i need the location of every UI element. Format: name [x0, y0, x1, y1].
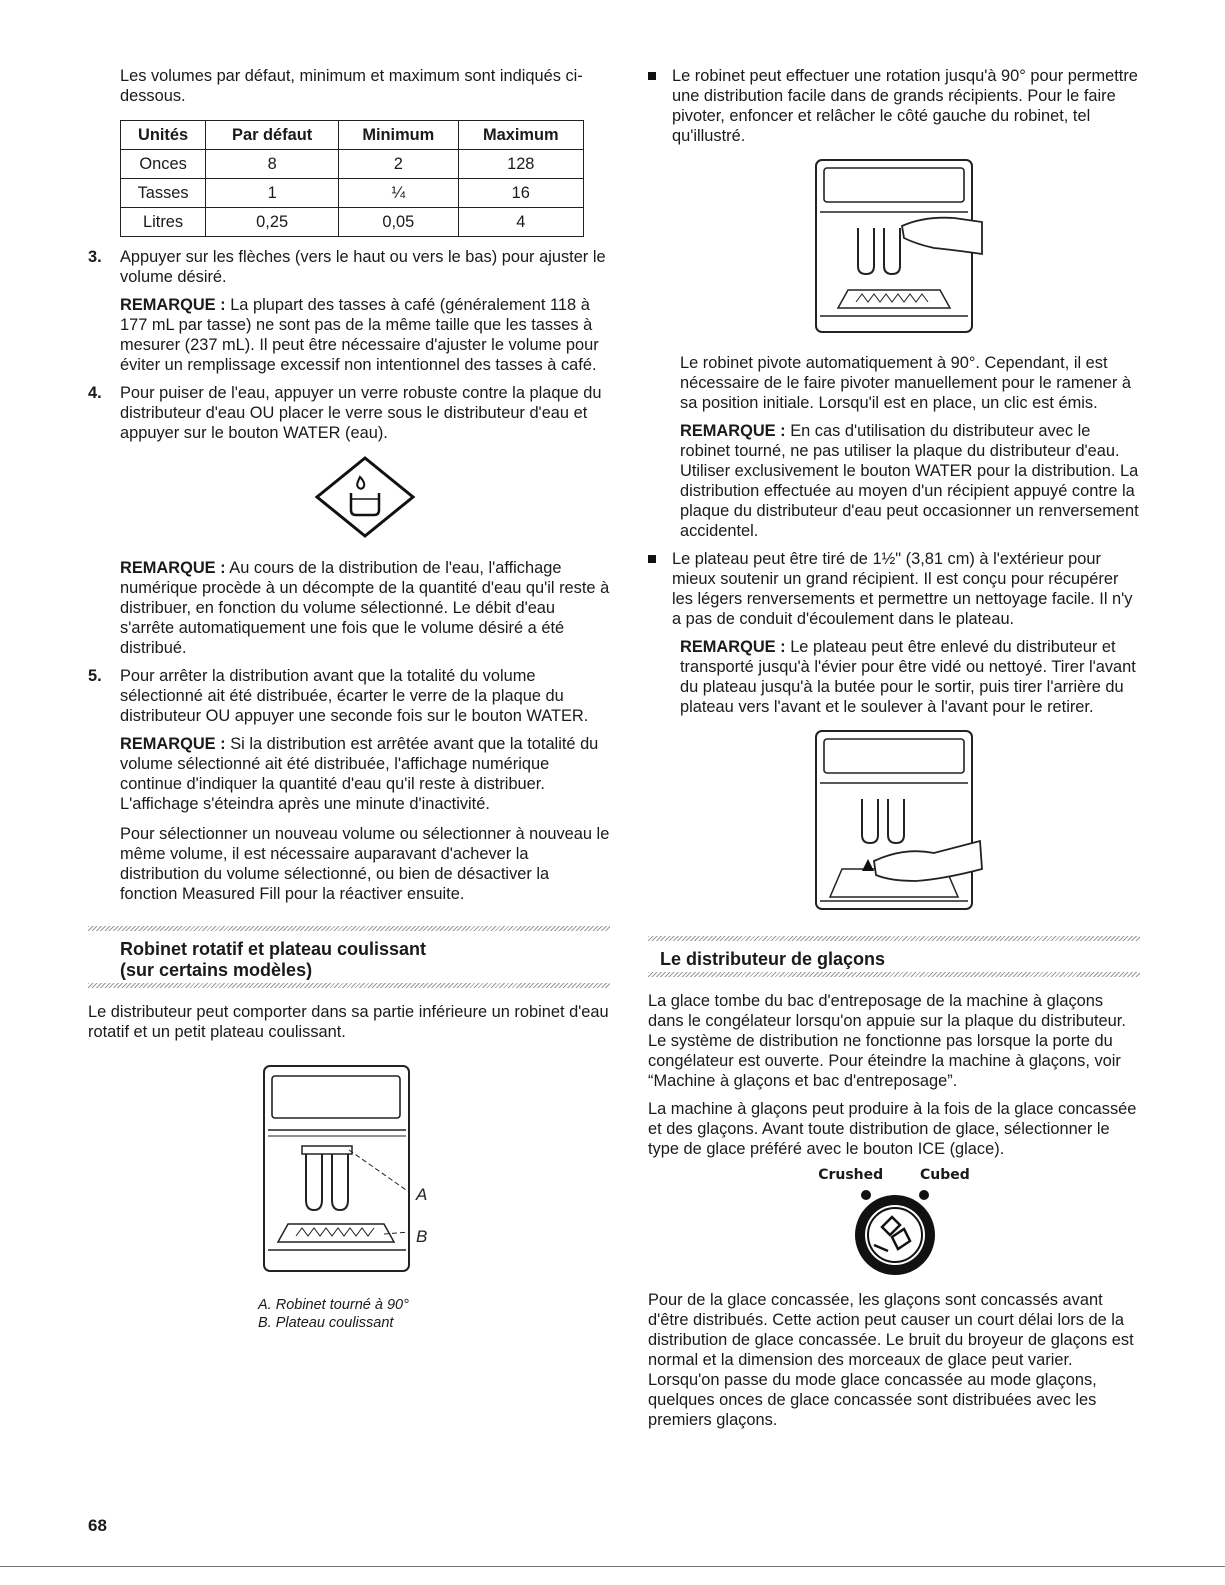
note-label: REMARQUE : [680, 422, 786, 440]
intro-text: Les volumes par défaut, minimum et maximum sont indiqués ci-dessous. [120, 67, 583, 105]
note-text: En cas d'utilisation du distributeur avec le robinet tourné, ne pas utiliser la plaque du distributeur d'eau. Utiliser exclusivement le bouton WATER pour la distribution. La distribution effectuée au moyen d'un récipient appuyé contre la plaque du distributeur d'eau peut occasionner un renversement accidentel. [680, 422, 1139, 540]
note-label: REMARQUE : [680, 638, 786, 656]
table-cell: ¼ [339, 179, 458, 208]
table-header: Unités [121, 121, 206, 150]
note-label: REMARQUE : [120, 559, 226, 577]
paragraph: Pour de la glace concassée, les glaçons sont concassés avant d'être distribués. Cette action peut causer un court délai lors de la distribution de glace concassée. Le bruit du broyeur de glaçons est normal et la dimension des morceaux de glace peut varier. Lorsqu'on passe du mode glace concassée au mode glaçons, quelques onces de glace concassée sont distribuées avec les premiers glaçons. [648, 1291, 1134, 1429]
volume-table [120, 120, 584, 237]
table-cell: 8 [206, 150, 339, 179]
table-row [121, 150, 584, 179]
table-header: Par défaut [206, 121, 339, 150]
tray-pull-figure [648, 729, 1140, 918]
figure-label-b: B [416, 1227, 428, 1246]
section-text: Le distributeur peut comporter dans sa partie inférieure un robinet d'eau rotatif et un petit plateau coulissant. [88, 1003, 609, 1041]
table-cell: 0,05 [339, 208, 458, 237]
table-cell: 0,25 [206, 208, 339, 237]
crushed-label: Crushed [818, 1167, 884, 1183]
table-cell: 4 [458, 208, 583, 237]
note-text: Au cours de la distribution de l'eau, l'affichage numérique procède à un décompte de la quantité d'eau qu'il reste à distribuer, en fonction du volume sélectionné. Le débit d'eau s'arrête automatiquement une fois que le volume désiré a été distribué. [120, 559, 610, 657]
note [120, 558, 610, 658]
table-cell: 2 [339, 150, 458, 179]
step-5 [88, 666, 610, 904]
table-cell: 1 [206, 179, 339, 208]
step-extra-text: Pour sélectionner un nouveau volume ou sélectionner à nouveau le même volume, il est nécessaire auparavant d'achever la distribution du volume sélectionné, ou bien de désactiver la fonction Measured Fill pour la réactiver ensuite. [120, 825, 610, 903]
table-cell: Onces [121, 150, 206, 179]
step-3 [88, 247, 610, 375]
step-number: 5. [88, 667, 102, 685]
step-number: 3. [88, 248, 102, 266]
paragraph: Le robinet pivote automatiquement à 90°. Cependant, il est nécessaire de le faire pivoter manuellement pour le ramener à sa position initiale. Lorsqu'il est en place, un clic est émis. [680, 354, 1131, 412]
ice-mode-labels [648, 1165, 1140, 1185]
ice-button-icon [648, 1187, 1140, 1282]
step-text: Pour puiser de l'eau, appuyer un verre robuste contre la plaque du distributeur d'eau OU placer le verre sous le distributeur d'eau et appuyer sur le bouton WATER (eau). [120, 384, 602, 442]
step-number: 4. [88, 384, 102, 402]
paragraph: La machine à glaçons peut produire à la fois de la glace concassée et des glaçons. Avant toute distribution de glace, sélectionner le type de glace préféré avec le bouton ICE (glace). [648, 1100, 1137, 1158]
table-row [121, 179, 584, 208]
section-title: Robinet rotatif et plateau coulissant [120, 939, 427, 959]
figure-caption-a: A. Robinet tourné à 90° [258, 1297, 409, 1313]
water-button-icon [120, 455, 610, 544]
table-header: Minimum [339, 121, 458, 150]
bullet-text: Le robinet peut effectuer une rotation jusqu'à 90° pour permettre une distribution facile dans de grands récipients. Pour le faire pivoter, enfoncer et relâcher le côté gauche du robinet, tel qu'illustré. [672, 67, 1138, 145]
page-number: 68 [88, 1516, 107, 1535]
note [120, 734, 610, 814]
note-text: Si la distribution est arrêtée avant que la totalité du volume sélectionné ait été distribuée, l'affichage numérique continue d'indiquer la quantité d'eau qu'il reste à distribuer. L'affichage s'éteindra après une minute d'inactivité. [120, 735, 599, 813]
table-cell: Litres [121, 208, 206, 237]
step-4 [88, 383, 610, 658]
bullet-text: Le plateau peut être tiré de 1½" (3,81 cm) à l'extérieur pour mieux soutenir un grand récipient. Il est conçu pour récupérer les légers renversements et permettre un nettoyage facile. Il n'y a pas de conduit d'écoulement dans le plateau. [672, 550, 1133, 628]
dispenser-figure [88, 1064, 610, 1284]
note [648, 421, 1140, 541]
table-cell: Tasses [121, 179, 206, 208]
table-row [121, 208, 584, 237]
right-column [648, 66, 1140, 1430]
section-divider [88, 926, 610, 931]
table-cell: 16 [458, 179, 583, 208]
section-divider [648, 936, 1140, 941]
bullet-item [648, 66, 1140, 146]
note-label: REMARQUE : [120, 735, 226, 753]
figure-label-a: A [416, 1185, 428, 1204]
section-divider [648, 972, 1140, 977]
paragraph: La glace tombe du bac d'entreposage de la machine à glaçons dans le congélateur lorsqu'on appuie sur la plaque du distributeur. Le système de distribution ne fonctionne pas lorsque la porte du congélateur est ouverte. Pour éteindre la machine à glaçons, voir “Machine à glaçons et bac d'entreposage”. [648, 992, 1126, 1090]
table-header: Maximum [458, 121, 583, 150]
page-bottom-rule [0, 1566, 1225, 1567]
section-title: Le distributeur de glaçons [660, 949, 886, 969]
table-cell: 128 [458, 150, 583, 179]
note-text: Le plateau peut être enlevé du distributeur et transporté jusqu'à l'évier pour être vidé ou nettoyé. Tirer l'avant du plateau jusqu'à la butée pour le sortir, puis tirer l'arrière du plateau vers l'avant et le soulever à l'avant pour le retirer. [680, 638, 1136, 716]
bullet-square [648, 555, 656, 563]
left-column [88, 66, 610, 1332]
step-text: Pour arrêter la distribution avant que la totalité du volume sélectionné ait été distribuée, écarter le verre de la plaque du distributeur OU appuyer une seconde fois sur le bouton WATER. [120, 667, 589, 725]
faucet-push-figure [648, 158, 1140, 341]
bullet-square [648, 72, 656, 80]
table-header-row [121, 121, 584, 150]
section-subtitle: (sur certains modèles) [120, 960, 313, 980]
bullet-item [648, 549, 1140, 629]
note-text: La plupart des tasses à café (généralement 118 à 177 mL par tasse) ne sont pas de la même taille que les tasses à mesurer (237 mL). Il peut être nécessaire d'ajuster le volume pour éviter un remplissage excessif non intentionnel des tasses à café. [120, 296, 599, 374]
step-text: Appuyer sur les flèches (vers le haut ou vers le bas) pour ajuster le volume désiré. [120, 248, 606, 286]
section-divider [88, 983, 610, 988]
figure-caption-b: B. Plateau coulissant [258, 1315, 394, 1331]
note-label: REMARQUE : [120, 296, 226, 314]
note [648, 637, 1140, 717]
cubed-label: Cubed [920, 1167, 970, 1183]
note [120, 295, 610, 375]
